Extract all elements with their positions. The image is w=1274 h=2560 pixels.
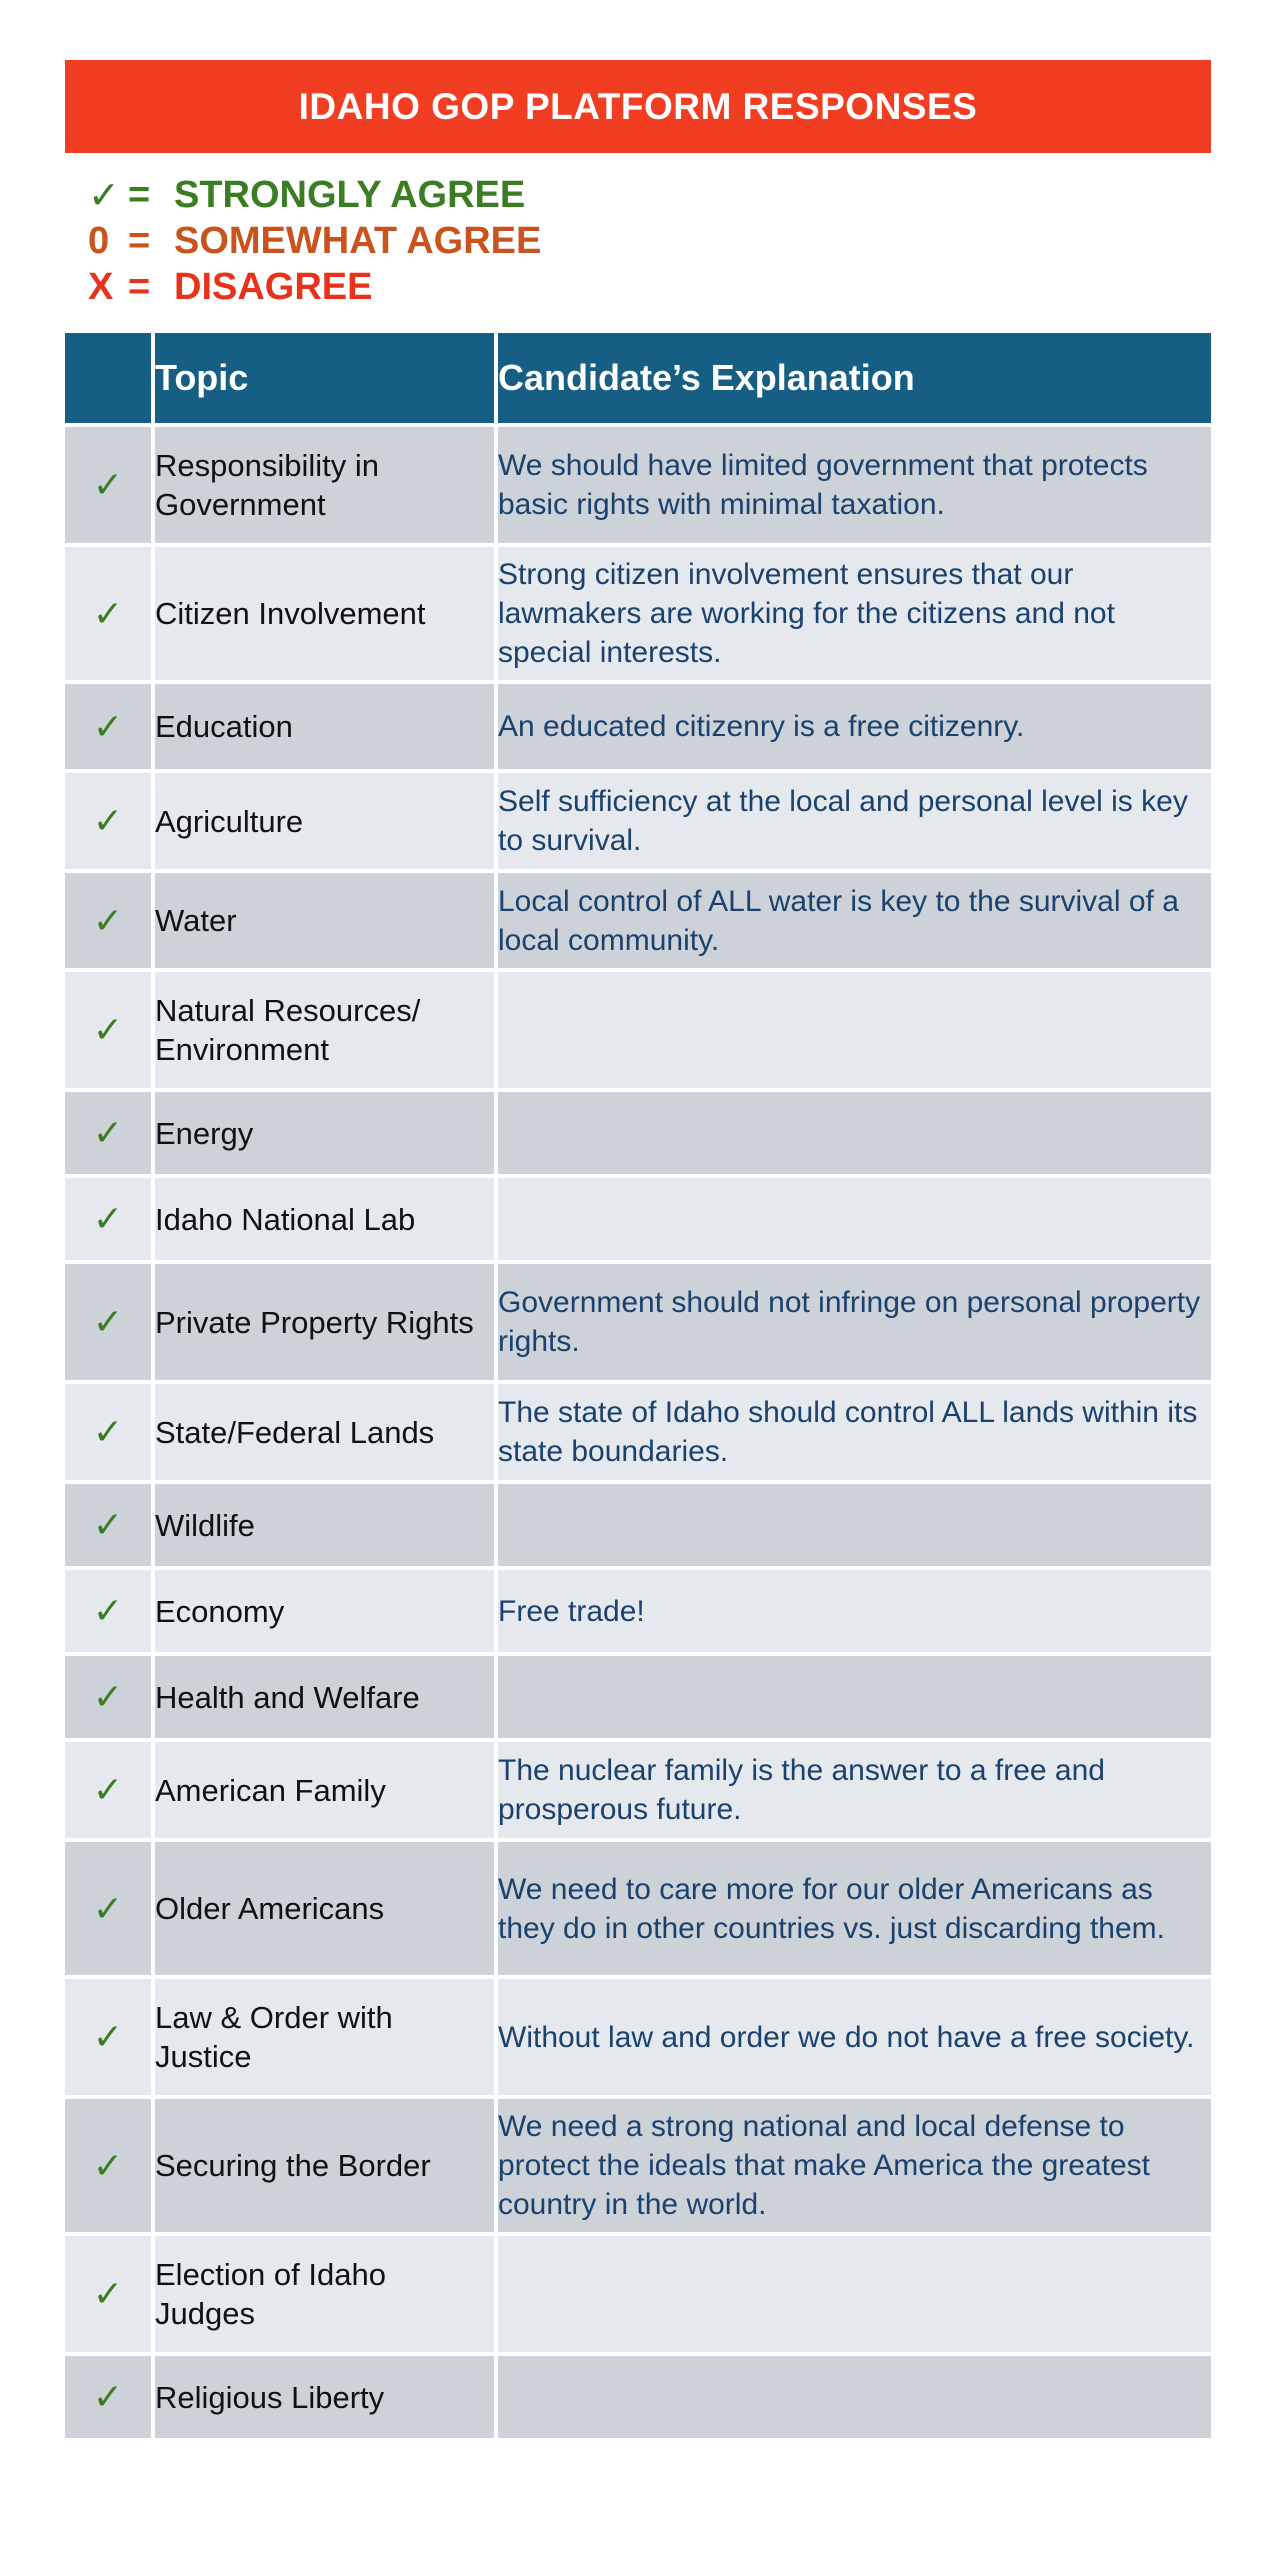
table-row xyxy=(65,1568,1211,1654)
legend-equals: = xyxy=(128,265,151,308)
explanation-cell xyxy=(496,1482,1211,1568)
checkmark-icon: ✓ xyxy=(65,871,153,970)
table-row xyxy=(65,425,1211,545)
checkmark-icon: ✓ xyxy=(65,1977,153,2097)
topic-cell: Wildlife xyxy=(153,1482,496,1568)
explanation-cell: Free trade! xyxy=(496,1568,1211,1654)
explanation-cell: Without law and order we do not have a free society. xyxy=(496,1977,1211,2097)
explanation-cell xyxy=(496,2354,1211,2440)
header-topic: Topic xyxy=(153,333,496,425)
topic-cell: American Family xyxy=(153,1740,496,1840)
topic-cell: State/Federal Lands xyxy=(153,1382,496,1482)
explanation-cell: We need to care more for our older Americans as they do in other countries vs. just discarding them. xyxy=(496,1840,1211,1977)
explanation-cell xyxy=(496,1176,1211,1262)
explanation-cell: We should have limited government that protects basic rights with minimal taxation. xyxy=(496,425,1211,545)
table-header-row xyxy=(65,333,1211,425)
topic-cell: Citizen Involvement xyxy=(153,545,496,682)
legend-equals: = xyxy=(128,219,151,262)
checkmark-icon: ✓ xyxy=(65,682,153,771)
header-explanation: Candidate’s Explanation xyxy=(496,333,1211,425)
table-row xyxy=(65,871,1211,970)
legend-label: DISAGREE xyxy=(174,265,373,308)
topic-cell: Private Property Rights xyxy=(153,1262,496,1382)
topic-cell: Education xyxy=(153,682,496,771)
table-row xyxy=(65,1176,1211,1262)
checkmark-icon: ✓ xyxy=(65,1382,153,1482)
legend-strongly-agree xyxy=(88,172,541,218)
platform-table xyxy=(65,333,1211,2442)
zero-icon: 0 xyxy=(88,219,110,262)
checkmark-icon: ✓ xyxy=(65,1262,153,1382)
explanation-cell: Self sufficiency at the local and personal level is key to survival. xyxy=(496,771,1211,871)
table-row xyxy=(65,1482,1211,1568)
topic-cell: Idaho National Lab xyxy=(153,1176,496,1262)
topic-cell: Natural Resources/ Environment xyxy=(153,970,496,1090)
explanation-cell: Government should not infringe on personal property rights. xyxy=(496,1262,1211,1382)
explanation-cell: Local control of ALL water is key to the survival of a local community. xyxy=(496,871,1211,970)
checkmark-icon: ✓ xyxy=(65,970,153,1090)
topic-cell: Economy xyxy=(153,1568,496,1654)
topic-cell: Water xyxy=(153,871,496,970)
table-row xyxy=(65,1382,1211,1482)
table-row xyxy=(65,1740,1211,1840)
legend-label: SOMEWHAT AGREE xyxy=(174,219,542,262)
topic-cell: Older Americans xyxy=(153,1840,496,1977)
checkmark-icon: ✓ xyxy=(65,1654,153,1740)
table-row xyxy=(65,771,1211,871)
explanation-cell xyxy=(496,1654,1211,1740)
table-row xyxy=(65,2354,1211,2440)
topic-cell: Election of Idaho Judges xyxy=(153,2234,496,2354)
topic-cell: Securing the Border xyxy=(153,2097,496,2234)
table-row xyxy=(65,2097,1211,2234)
table-row xyxy=(65,545,1211,682)
table-row xyxy=(65,1977,1211,2097)
x-icon: X xyxy=(88,265,114,308)
legend xyxy=(88,172,541,310)
checkmark-icon: ✓ xyxy=(65,1176,153,1262)
checkmark-icon: ✓ xyxy=(65,545,153,682)
checkmark-icon: ✓ xyxy=(88,174,120,217)
table-row xyxy=(65,2234,1211,2354)
explanation-cell: The nuclear family is the answer to a free and prosperous future. xyxy=(496,1740,1211,1840)
topic-cell: Law & Order with Justice xyxy=(153,1977,496,2097)
topic-cell: Responsibility in Government xyxy=(153,425,496,545)
legend-disagree xyxy=(88,264,541,310)
legend-equals: = xyxy=(128,173,151,216)
topic-cell: Religious Liberty xyxy=(153,2354,496,2440)
explanation-cell: Strong citizen involvement ensures that our lawmakers are working for the citizens and not special interests. xyxy=(496,545,1211,682)
table-row xyxy=(65,1262,1211,1382)
explanation-cell: An educated citizenry is a free citizenry. xyxy=(496,682,1211,771)
table-row xyxy=(65,1090,1211,1176)
checkmark-icon: ✓ xyxy=(65,1090,153,1176)
topic-cell: Agriculture xyxy=(153,771,496,871)
checkmark-icon: ✓ xyxy=(65,1740,153,1840)
checkmark-icon: ✓ xyxy=(65,771,153,871)
checkmark-icon: ✓ xyxy=(65,2354,153,2440)
checkmark-icon: ✓ xyxy=(65,1840,153,1977)
topic-cell: Energy xyxy=(153,1090,496,1176)
checkmark-icon: ✓ xyxy=(65,1482,153,1568)
page-title: IDAHO GOP PLATFORM RESPONSES xyxy=(298,85,978,127)
checkmark-icon: ✓ xyxy=(65,2097,153,2234)
table-row xyxy=(65,970,1211,1090)
legend-somewhat-agree xyxy=(88,218,541,264)
checkmark-icon: ✓ xyxy=(65,1568,153,1654)
explanation-cell: The state of Idaho should control ALL lands within its state boundaries. xyxy=(496,1382,1211,1482)
checkmark-icon: ✓ xyxy=(65,425,153,545)
explanation-cell: We need a strong national and local defense to protect the ideals that make America the greatest country in the world. xyxy=(496,2097,1211,2234)
header-mark xyxy=(65,333,153,425)
table-row xyxy=(65,1654,1211,1740)
table-row xyxy=(65,682,1211,771)
title-banner xyxy=(65,60,1211,153)
explanation-cell xyxy=(496,1090,1211,1176)
checkmark-icon: ✓ xyxy=(65,2234,153,2354)
table-row xyxy=(65,1840,1211,1977)
explanation-cell xyxy=(496,2234,1211,2354)
explanation-cell xyxy=(496,970,1211,1090)
topic-cell: Health and Welfare xyxy=(153,1654,496,1740)
legend-label: STRONGLY AGREE xyxy=(174,173,526,216)
